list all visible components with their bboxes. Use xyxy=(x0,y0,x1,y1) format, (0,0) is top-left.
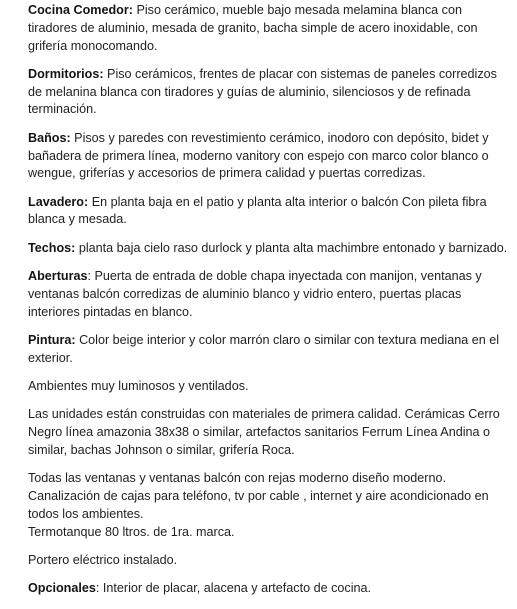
section-label: Opcionales xyxy=(28,581,96,596)
section-text: planta baja cielo raso durlock y planta alta machimbre entonado y barnizado. xyxy=(75,240,508,255)
section-text: Ambientes muy luminosos y ventilados. xyxy=(28,379,249,394)
section-label: Dormitorios: xyxy=(28,66,104,81)
section-label: Lavadero: xyxy=(28,194,89,209)
section-text: Portero eléctrico instalado. xyxy=(28,552,178,567)
section-lavadero xyxy=(28,194,514,230)
section-ventanas xyxy=(28,470,514,541)
section-label: Pintura: xyxy=(28,332,76,347)
section-text: : Interior de placar, alacena y artefacto de cocina. xyxy=(95,581,372,596)
termotanque-line: Termotanque 80 ltros. de 1ra. marca. xyxy=(28,524,235,539)
section-text: Pisos y paredes con revestimiento cerámico, inodoro con depósito, bidet y bañadera de primera línea, moderno vanitory con espejo con marco color blanco o wengue, griferías y accesorios de primera calidad y puertas corredizas. xyxy=(28,130,489,181)
section-label: Baños: xyxy=(28,130,71,145)
section-text: Piso cerámicos, frentes de placar con sistemas de paneles corredizos de melanina blanca con tiradores y guías de aluminio, silenciosos y de refinada terminación. xyxy=(28,66,497,117)
section-cocina-comedor xyxy=(28,2,514,55)
section-techos xyxy=(28,240,514,258)
section-materiales xyxy=(28,406,514,459)
section-text: Color beige interior y color marrón claro o similar con textura mediana en el exterior. xyxy=(28,332,500,365)
section-label: Aberturas xyxy=(28,269,88,284)
section-text: Las unidades están construidas con materiales de primera calidad. Cerámicas Cerro Negro línea amazonia 38x38 o similar, artefactos sanitarios Ferrum Línea Andina o similar, bachas Johnson o similar, grifería Roca. xyxy=(28,407,500,457)
specifications-document xyxy=(28,2,514,609)
section-label: Cocina Comedor: xyxy=(28,3,133,17)
section-text: Todas las ventanas y ventanas balcón con rejas moderno diseño moderno. Canalización de cajas para teléfono, tv por cable , internet y aire acondicionado en todos los ambientes. xyxy=(28,471,489,521)
section-text: En planta baja en el patio y planta alta interior o balcón Con pileta fibra blanca y mesada. xyxy=(28,194,487,227)
section-pintura xyxy=(28,332,514,368)
section-dormitorios xyxy=(28,66,514,119)
section-opcionales xyxy=(28,580,514,598)
section-label: Techos: xyxy=(28,240,76,255)
section-ambientes xyxy=(28,378,514,396)
section-aberturas xyxy=(28,268,514,321)
section-portero xyxy=(28,552,514,570)
section-text: : Puerta de entrada de doble chapa inyectada con manijon, ventanas y ventanas balcón corredizas de aluminio blanco y vidrio entero, puertas placas interiores pintadas en blanco. xyxy=(28,269,482,319)
section-text: Piso cerámico, mueble bajo mesada melamina blanca con tiradores de aluminio, mesada de granito, bacha simple de acero inoxidable, con grifería monocomando. xyxy=(28,3,478,53)
section-banos xyxy=(28,130,514,183)
